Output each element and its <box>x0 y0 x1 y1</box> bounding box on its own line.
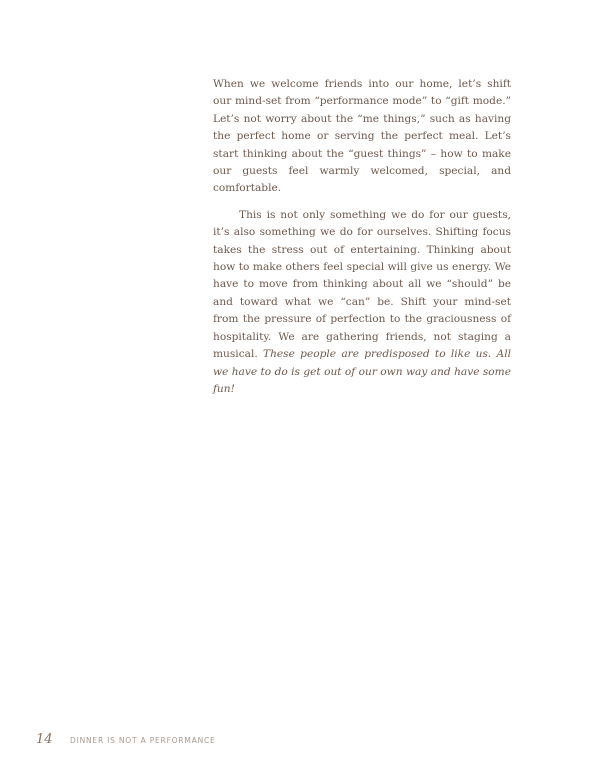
page-footer <box>36 732 216 750</box>
paragraph-2-regular-text: This is not only something we do for our guests, it’s also something we do for ourselves. Shifting focus takes the stress out of entertaining. Thinking about how to make others feel special will give us energy. We have to move from thinking about all we “should” be and toward what we “can” be. Shift your mind-set from the pressure of perfection to the graciousness of hospitality. We are gathering friends, not staging a musical. <box>213 208 511 361</box>
paragraph-2 <box>213 207 511 398</box>
body-text-block <box>213 76 511 398</box>
paragraph-2-italic-text: These people are predisposed to like us. All we have to do is get out of our own way and have some fun! <box>213 348 511 395</box>
page-number: 14 <box>36 732 53 747</box>
running-head: DINNER IS NOT A PERFORMANCE <box>70 736 216 745</box>
paragraph-1: When we welcome friends into our home, let’s shift our mind-set from “performance mode” to “gift mode.” Let’s not worry about the “me things,” such as having the perfect home or serving the perfect meal. Let’s start thinking about the “guest things” – how to make our guests feel warmly welcomed, special, and comfortable. <box>213 78 511 195</box>
